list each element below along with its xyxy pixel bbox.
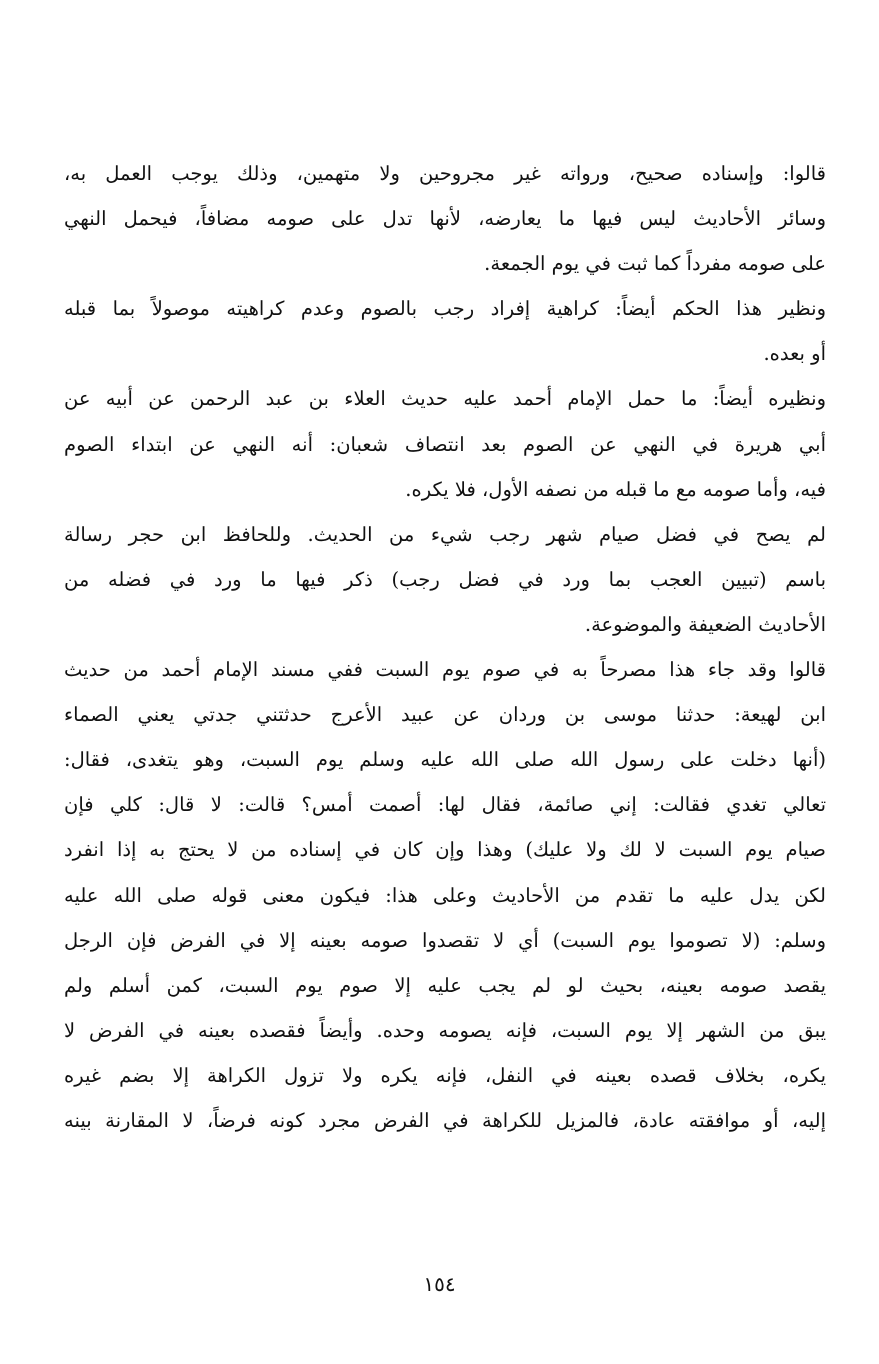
text-line: صيام يوم السبت لا لك ولا عليك) وهذا وإن كان في إسناده من لا يحتج به إذا انفرد bbox=[64, 838, 826, 862]
text-line: الأحاديث الضعيفة والموضوعة. bbox=[584, 612, 826, 636]
text-line: ونظير هذا الحكم أيضاً: كراهية إفراد رجب بالصوم وعدم كراهيته موصولاً بما قبله bbox=[64, 297, 826, 321]
text-line: يقصد صومه بعينه، بحيث لو لم يجب عليه إلا صوم يوم السبت، كمن أسلم ولم bbox=[64, 973, 826, 997]
text-line: على صومه مفرداً كما ثبت في يوم الجمعة. bbox=[484, 252, 826, 276]
text-line: لم يصح في فضل صيام شهر رجب شيء من الحديث. وللحافظ ابن حجر رسالة bbox=[64, 522, 826, 546]
text-line: قالوا: وإسناده صحيح، ورواته غير مجروحين ولا متهمين، وذلك يوجب العمل به، bbox=[64, 162, 826, 185]
text-line: باسم (تبيين العجب بما ورد في فضل رجب) ذكر فيها ما ورد في فضله من bbox=[64, 567, 826, 591]
text-line: إليه، أو موافقته عادة، فالمزيل للكراهة في الفرض مجرد كونه فرضاً، لا المقارنة بينه bbox=[64, 1108, 826, 1132]
text-line: وسائر الأحاديث ليس فيها ما يعارضه، لأنها تدل على صومه مضافاً، فيحمل النهي bbox=[64, 207, 826, 231]
text-line: ونظيره أيضاً: ما حمل الإمام أحمد عليه حديث العلاء بن عبد الرحمن عن أبيه عن bbox=[64, 387, 826, 411]
text-line: فيه، وأما صومه مع ما قبله من نصفه الأول، فلا يكره. bbox=[405, 477, 826, 501]
text-line: يكره، بخلاف قصده بعينه في النفل، فإنه يكره ولا تزول الكراهة إلا بضم غيره bbox=[64, 1063, 826, 1087]
text-line: ابن لهيعة: حدثنا موسى بن وردان عن عبيد الأعرج حدثتني جدتي يعني الصماء bbox=[64, 703, 826, 727]
text-line: يبق من الشهر إلا يوم السبت، فإنه يصومه وحده. وأيضاً فقصده بعينه في الفرض لا bbox=[64, 1018, 826, 1042]
text-line: لكن يدل عليه ما تقدم من الأحاديث وعلى هذا: فيكون معنى قوله صلى الله عليه bbox=[64, 883, 826, 907]
text-line: وسلم: (لا تصوموا يوم السبت) أي لا تقصدوا صومه بعينه إلا في الفرض فإن الرجل bbox=[64, 928, 826, 952]
text-line: أو بعده. bbox=[763, 342, 826, 366]
text-line: تعالي تغدي فقالت: إني صائمة، فقال لها: أصمت أمس؟ قالت: لا قال: كلي فإن bbox=[64, 793, 826, 817]
text-line: (أنها دخلت على رسول الله صلى الله عليه وسلم يوم السبت، وهو يتغدى، فقال: bbox=[64, 748, 826, 772]
body-text bbox=[64, 151, 826, 1143]
page-number: ١٥٤ bbox=[423, 1272, 456, 1296]
text-line: قالوا وقد جاء هذا مصرحاً به في صوم يوم السبت ففي مسند الإمام أحمد من حديث bbox=[64, 658, 826, 682]
text-line: أبي هريرة في النهي عن الصوم بعد انتصاف شعبان: أنه النهي عن ابتداء الصوم bbox=[64, 432, 826, 456]
